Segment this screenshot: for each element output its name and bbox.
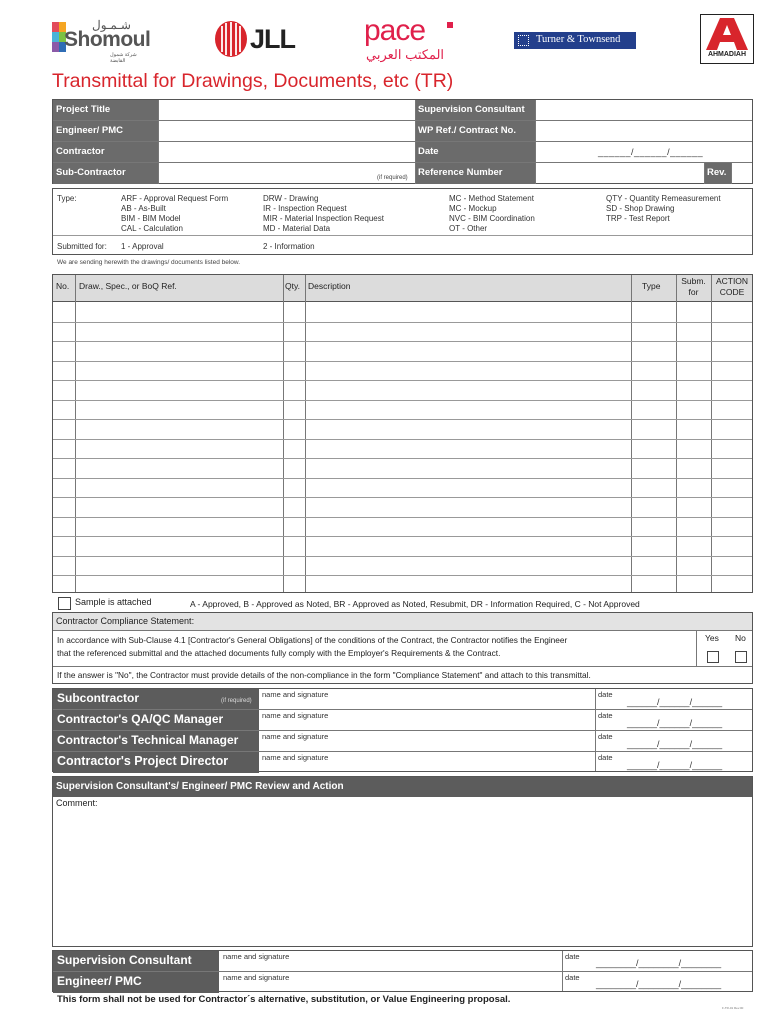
sample-attached-label: Sample is attached: [75, 597, 152, 607]
review-section: [52, 776, 753, 947]
technical-date-label: date: [598, 732, 613, 741]
turner-townsend-logo: [514, 32, 636, 49]
submitted-for-label: Submitted for:: [57, 242, 107, 251]
shomoul-logo: [52, 18, 152, 62]
engineer-pmc-sig-label: Engineer/ PMC: [53, 972, 219, 993]
col-qty: Qty.: [285, 281, 300, 291]
project-title-label: Project Title: [53, 100, 158, 120]
table-row[interactable]: [53, 536, 752, 537]
col-draw-ref: Draw., Spec., or BoQ Ref.: [79, 281, 177, 291]
ahmadiah-logo: [700, 14, 754, 64]
jll-logo: [214, 18, 306, 62]
technical-date-field[interactable]: ______/______/______: [627, 739, 723, 749]
subcontractor-date-field[interactable]: ______/______/______: [627, 697, 723, 707]
jll-mark-icon: [214, 20, 248, 58]
wp-ref-label: WP Ref./ Contract No.: [415, 121, 535, 141]
type-col-1: ARF - Approval Request Form AB - As-Built BIM - BIM Model CAL - Calculation: [121, 194, 229, 233]
header-table: [52, 99, 753, 184]
table-row[interactable]: [53, 478, 752, 479]
supervision-consultant-sig-label: Supervision Consultant: [53, 951, 219, 971]
comment-label: Comment:: [56, 798, 98, 808]
ahmadiah-a-icon: [706, 18, 748, 50]
date-field[interactable]: ______/______/______: [598, 147, 704, 157]
reference-number-label: Reference Number: [415, 163, 535, 184]
subcontractor-date-label: date: [598, 690, 613, 699]
review-title: Supervision Consultant's/ Engineer/ PMC Review and Action: [53, 777, 752, 797]
table-row[interactable]: [53, 400, 752, 401]
if-required-note: (if required): [377, 175, 408, 181]
type-col-2: DRW - Drawing IR - Inspection Request MIR - Material Inspection Request MD - Material Data: [263, 194, 384, 233]
supervision-consultant-label: Supervision Consultant: [415, 100, 535, 120]
supervision-date-label: date: [565, 952, 580, 961]
sub-contractor-label: Sub-Contractor: [53, 163, 158, 184]
supervision-consultant-input[interactable]: [536, 100, 752, 120]
engineer-date-label: date: [565, 973, 580, 982]
col-action-code: ACTION CODE: [715, 276, 749, 297]
contractor-signatures: [52, 688, 753, 772]
type-label: Type:: [57, 194, 77, 203]
subcontractor-if-required: (if required): [221, 698, 252, 704]
compliance-yes-checkbox[interactable]: [707, 651, 719, 663]
col-description: Description: [308, 281, 351, 291]
sending-note: We are sending herewith the drawings/ documents listed below.: [57, 259, 241, 266]
if-no-note: If the answer is "No", the Contractor must provide details of the non-compliance in the form "Compliance Statement" and attach to this transmittal.: [57, 670, 591, 680]
engineer-pmc-label: Engineer/ PMC: [53, 121, 158, 141]
engineer-pmc-input[interactable]: [159, 121, 414, 141]
table-row[interactable]: [53, 380, 752, 381]
technical-name-sig[interactable]: name and signature: [262, 732, 329, 741]
supervision-name-sig[interactable]: name and signature: [223, 952, 290, 961]
reviewer-signatures: [52, 950, 753, 992]
comment-textarea[interactable]: [54, 809, 751, 945]
table-row[interactable]: [53, 556, 752, 557]
rev-input[interactable]: [732, 163, 752, 183]
table-row[interactable]: [53, 439, 752, 440]
project-title-input[interactable]: [159, 100, 414, 120]
no-label: No: [735, 633, 746, 643]
table-row[interactable]: [53, 458, 752, 459]
type-col-3: MC - Method Statement MC - Mockup NVC - BIM Coordination OT - Other: [449, 194, 535, 233]
table-row[interactable]: [53, 322, 752, 323]
engineer-date-field[interactable]: ________/________/________: [596, 979, 722, 989]
technical-manager-label: Contractor's Technical Manager: [53, 731, 259, 751]
pace-name: pace: [364, 14, 426, 47]
shomoul-tagline: شركة شمول القابضة: [110, 52, 137, 64]
project-director-label: Contractor's Project Director: [53, 752, 259, 773]
pace-arabic: المكتب العربي: [366, 47, 445, 62]
table-row[interactable]: [53, 341, 752, 342]
ahmadiah-name: AHMADIAH: [707, 51, 747, 58]
shomoul-name: Shomoul: [64, 28, 151, 51]
table-row[interactable]: [53, 575, 752, 576]
date-label: Date: [415, 142, 535, 162]
supervision-date-field[interactable]: ________/________/________: [596, 958, 722, 968]
engineer-name-sig[interactable]: name and signature: [223, 973, 290, 982]
compliance-line-1: In accordance with Sub-Clause 4.1 [Contractor's General Obligations] of the conditions of the Contract, the Contractor notifies the Engineer: [57, 635, 568, 645]
col-subm-for: Subm. for: [681, 276, 706, 297]
turner-mark-icon: [518, 35, 529, 46]
wp-ref-input[interactable]: [536, 121, 752, 141]
pace-dot-icon: [447, 22, 453, 28]
items-table: [52, 274, 753, 593]
footer-note: This form shall not be used for Contractor´s alternative, substitution, or Value Engineering proposal.: [57, 994, 511, 1005]
yes-label: Yes: [705, 633, 719, 643]
reference-number-input[interactable]: [536, 163, 703, 183]
qaqc-date-field[interactable]: ______/______/______: [627, 718, 723, 728]
contractor-label: Contractor: [53, 142, 158, 162]
subcontractor-label: Subcontractor: [53, 689, 259, 709]
qaqc-date-label: date: [598, 711, 613, 720]
sub-contractor-input[interactable]: [159, 163, 374, 183]
contractor-input[interactable]: [159, 142, 414, 162]
table-row[interactable]: [53, 361, 752, 362]
subcontractor-name-sig[interactable]: name and signature: [262, 690, 329, 699]
table-row[interactable]: [53, 497, 752, 498]
compliance-title: Contractor Compliance Statement:: [53, 613, 752, 631]
turner-name: Turner & Townsend: [536, 34, 621, 45]
form-reference: F-TR-01 Rev.00: [722, 1006, 744, 1010]
type-col-4: QTY - Quantity Remeasurement SD - Shop Drawing TRP - Test Report: [606, 194, 721, 223]
submitted-information[interactable]: 2 - Information: [263, 242, 315, 251]
form-title: Transmittal for Drawings, Documents, etc (TR): [52, 70, 454, 92]
compliance-statement: [52, 612, 753, 684]
col-no: No.: [56, 281, 70, 291]
qaqc-name-sig[interactable]: name and signature: [262, 711, 329, 720]
jll-name: JLL: [250, 24, 296, 54]
rev-label: Rev.: [704, 163, 731, 184]
director-name-sig[interactable]: name and signature: [262, 753, 329, 762]
types-legend: [52, 188, 753, 255]
action-codes-legend: A - Approved, B - Approved as Noted, BR - Approved as Noted, Resubmit, DR - Information Required, C - Not Approved: [190, 599, 640, 609]
items-table-header: [53, 275, 752, 302]
table-row[interactable]: [53, 517, 752, 518]
sample-attached-checkbox[interactable]: [58, 597, 71, 610]
director-date-field[interactable]: ______/______/______: [627, 760, 723, 770]
col-type: Type: [642, 281, 661, 291]
director-date-label: date: [598, 753, 613, 762]
compliance-no-checkbox[interactable]: [735, 651, 747, 663]
table-row[interactable]: [53, 419, 752, 420]
compliance-line-2: that the referenced submittal and the attached documents fully comply with the Employer's Requirements & the Contract.: [57, 648, 501, 658]
submitted-approval[interactable]: 1 - Approval: [121, 242, 164, 251]
shomoul-arabic: شـمـول: [92, 18, 131, 32]
pace-logo: [364, 14, 454, 62]
qaqc-manager-label: Contractor's QA/QC Manager: [53, 710, 259, 730]
